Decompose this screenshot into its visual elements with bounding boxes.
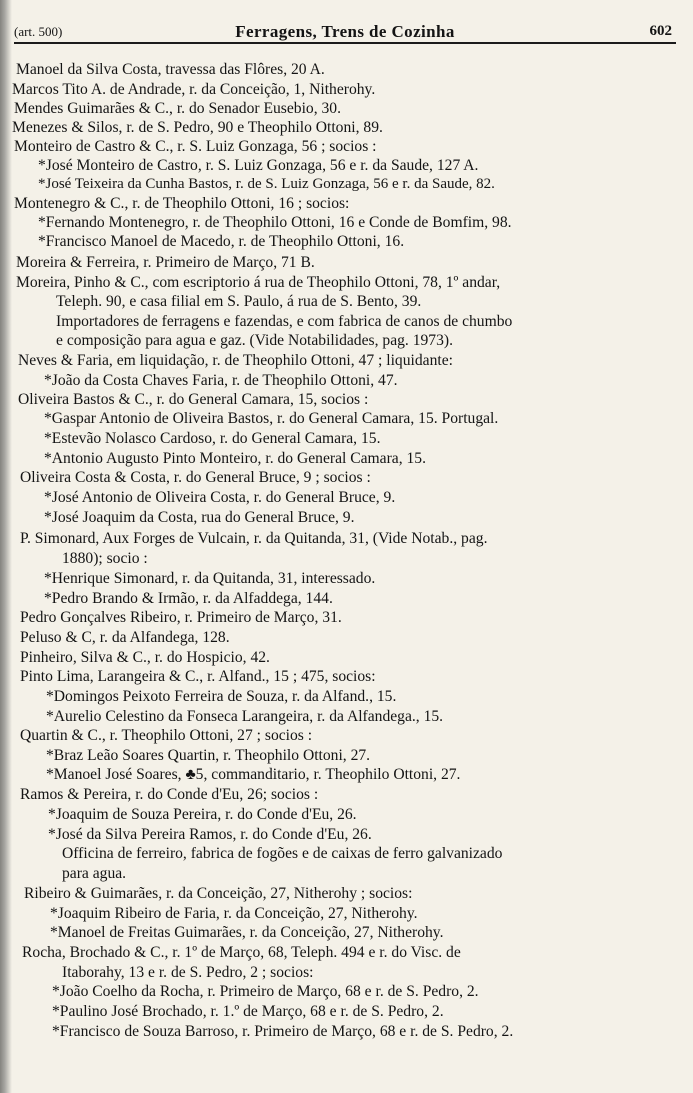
entry-line: *José Monteiro de Castro, r. S. Luiz Gonzaga, 56 e r. da Saude, 127 A.	[38, 157, 479, 174]
entry-line: Peluso & C, r. da Alfandega, 128.	[20, 629, 230, 646]
page-gutter-shadow	[0, 0, 12, 1093]
entry-line: *Joaquim Ribeiro de Faria, r. da Conceição, 27, Nitherohy.	[50, 905, 418, 922]
entry-line: Manoel da Silva Costa, travessa das Flôres, 20 A.	[16, 61, 325, 78]
entry-line: *José Joaquim da Costa, rua do General Bruce, 9.	[44, 509, 355, 526]
entry-line: *Joaquim de Souza Pereira, r. do Conde d'Eu, 26.	[48, 806, 357, 823]
entry-line: *José Teixeira da Cunha Bastos, r. de S. Luiz Gonzaga, 56 e r. da Saude, 82.	[38, 176, 495, 192]
entry-line: *Antonio Augusto Pinto Monteiro, r. do General Camara, 15.	[44, 450, 427, 467]
entry-line: Pedro Gonçalves Ribeiro, r. Primeiro de Março, 31.	[20, 609, 342, 626]
entry-line: Oliveira Costa & Costa, r. do General Bruce, 9 ; socios :	[20, 469, 371, 486]
entry-line: *Braz Leão Soares Quartin, r. Theophilo Ottoni, 27.	[46, 747, 371, 764]
entry-line: Mendes Guimarães & C., r. do Senador Eusebio, 30.	[14, 100, 341, 117]
entry-line: *Henrique Simonard, r. da Quitanda, 31, interessado.	[44, 570, 376, 587]
entry-line: *José Antonio de Oliveira Costa, r. do General Bruce, 9.	[44, 489, 396, 506]
entry-line: *Pedro Brando & Irmão, r. da Alfaddega, 144.	[44, 590, 333, 607]
entry-line: *Gaspar Antonio de Oliveira Bastos, r. do General Camara, 15. Portugal.	[44, 410, 499, 427]
entry-line: Importadores de ferragens e fazendas, e com fabrica de canos de chumbo	[56, 313, 513, 330]
entry-line: Montenegro & C., r. de Theophilo Ottoni, 16 ; socios:	[14, 195, 350, 212]
entry-line: *Aurelio Celestino da Fonseca Larangeira, r. da Alfandega., 15.	[46, 708, 444, 725]
page-number: 602	[649, 23, 672, 39]
entry-line: Pinto Lima, Larangeira & C., r. Alfand., 15 ; 475, socios:	[20, 668, 376, 685]
entry-line: *Manoel de Freitas Guimarães, r. da Conceição, 27, Nitherohy.	[50, 924, 444, 941]
entry-line: Menezes & Silos, r. de S. Pedro, 90 e Theophilo Ottoni, 89.	[12, 119, 383, 136]
entry-line: *Francisco Manoel de Macedo, r. de Theophilo Ottoni, 16.	[38, 233, 405, 250]
entry-line: Neves & Faria, em liquidação, r. de Theophilo Ottoni, 47 ; liquidante:	[18, 352, 453, 369]
entry-line: Quartin & C., r. Theophilo Ottoni, 27 ; socios :	[20, 727, 313, 744]
entry-line: Teleph. 90, e casa filial em S. Paulo, á rua de S. Bento, 39.	[56, 293, 422, 310]
entry-line: Moreira, Pinho & C., com escriptorio á rua de Theophilo Ottoni, 78, 1º andar,	[16, 274, 501, 291]
entry-line: Rocha, Brochado & C., r. 1º de Março, 68, Teleph. 494 e r. do Visc. de	[22, 944, 461, 961]
entry-line: Monteiro de Castro & C., r. S. Luiz Gonzaga, 56 ; socios :	[14, 138, 377, 155]
entry-line: *José da Silva Pereira Ramos, r. do Conde d'Eu, 26.	[48, 826, 372, 843]
entry-line: Itaborahy, 13 e r. de S. Pedro, 2 ; socios:	[62, 964, 314, 981]
entry-line: Pinheiro, Silva & C., r. do Hospicio, 42.	[20, 649, 270, 666]
entry-line: *Paulino José Brochado, r. 1.º de Março, 68 e r. de S. Pedro, 2.	[52, 1003, 444, 1020]
entry-line: Ramos & Pereira, r. do Conde d'Eu, 26; socios :	[20, 786, 319, 803]
entry-line: Oliveira Bastos & C., r. do General Camara, 15, socios :	[18, 391, 369, 408]
entry-line: Officina de ferreiro, fabrica de fogões e de caixas de ferro galvanizado	[62, 845, 503, 862]
entry-line: *Domingos Peixoto Ferreira de Souza, r. da Alfand., 15.	[46, 688, 397, 705]
page-header	[14, 22, 676, 44]
entry-line: para agua.	[62, 865, 127, 882]
entry-line: Ribeiro & Guimarães, r. da Conceição, 27, Nitherohy ; socios:	[24, 885, 413, 902]
entry-line: e composição para agua e gaz. (Vide Notabilidades, pag. 1973).	[56, 332, 453, 349]
entry-line: *Fernando Montenegro, r. de Theophilo Ottoni, 16 e Conde de Bomfim, 98.	[38, 214, 512, 231]
entry-line: Marcos Tito A. de Andrade, r. da Conceição, 1, Nitherohy.	[12, 81, 376, 98]
entry-line: 1880); socio :	[62, 550, 148, 567]
entry-line: *Estevão Nolasco Cardoso, r. do General Camara, 15.	[44, 430, 381, 447]
entry-line: *João Coelho da Rocha, r. Primeiro de Março, 68 e r. de S. Pedro, 2.	[52, 983, 479, 1000]
entry-line: *Manoel José Soares, ♣5, commanditario, r. Theophilo Ottoni, 27.	[46, 766, 461, 783]
entry-line: Moreira & Ferreira, r. Primeiro de Março, 71 B.	[16, 254, 315, 271]
entry-line: *João da Costa Chaves Faria, r. de Theophilo Ottoni, 47.	[44, 372, 398, 389]
article-reference: (art. 500)	[14, 24, 63, 39]
entry-line: P. Simonard, Aux Forges de Vulcain, r. da Quitanda, 31, (Vide Notab., pag.	[20, 530, 488, 547]
running-title: Ferragens, Trens de Cozinha	[235, 22, 455, 41]
entry-line: *Francisco de Souza Barroso, r. Primeiro de Março, 68 e r. de S. Pedro, 2.	[52, 1023, 514, 1040]
